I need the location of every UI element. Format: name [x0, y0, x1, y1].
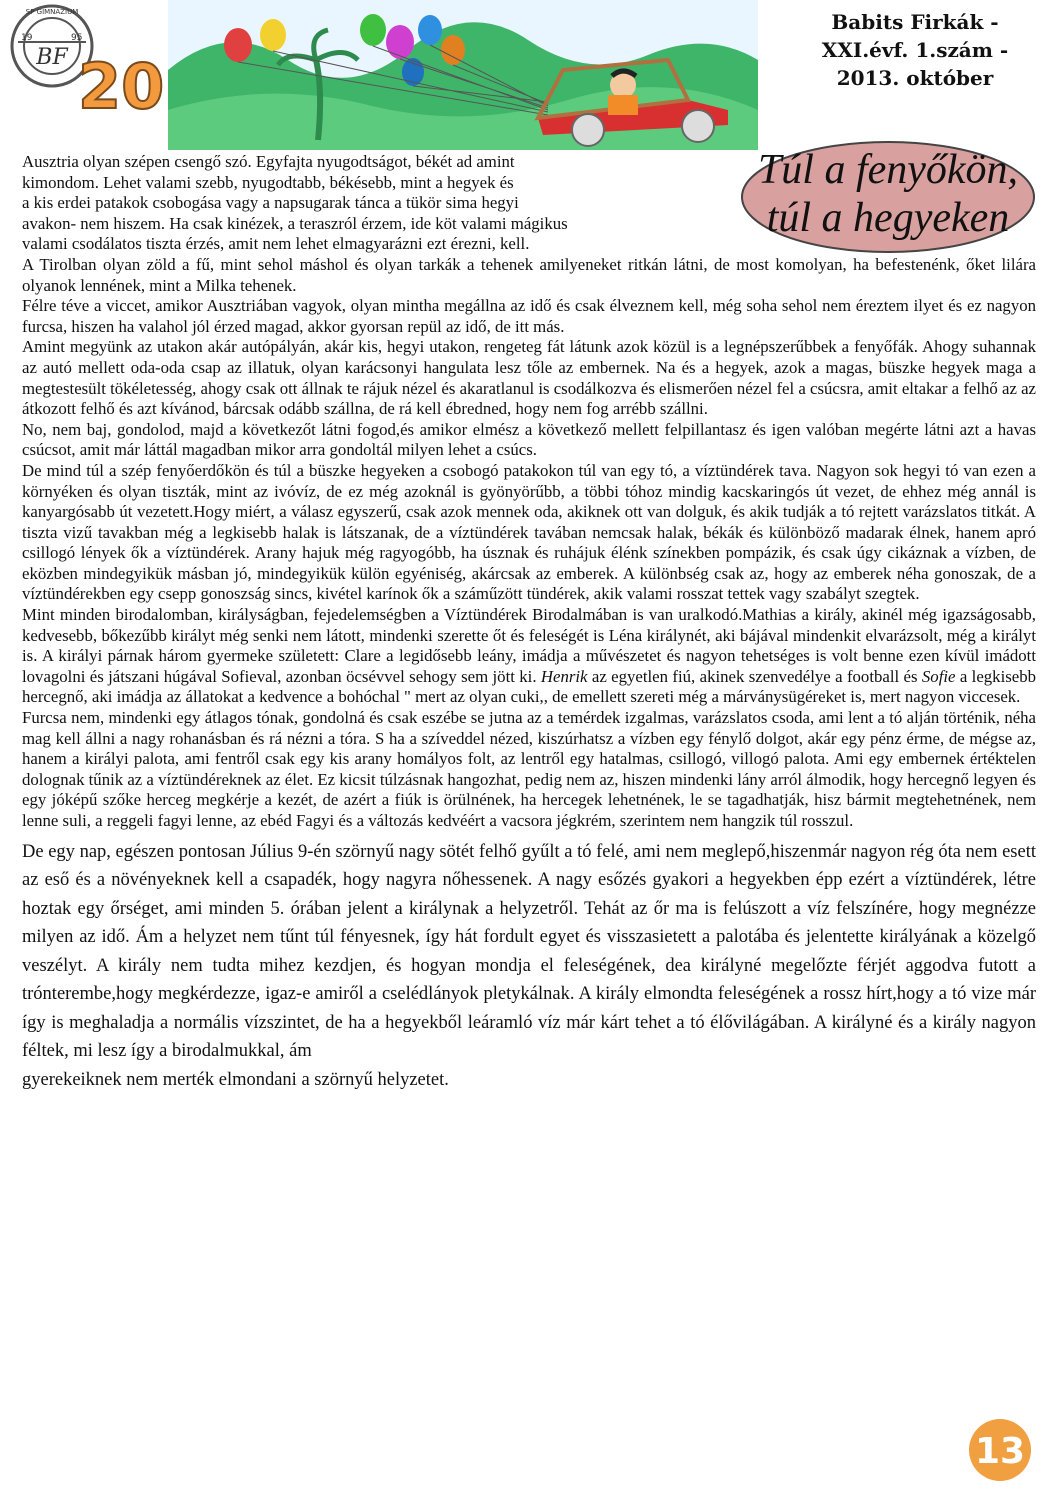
name-henrik: Henrik	[540, 666, 588, 686]
name-sofie: Sofie	[921, 666, 956, 686]
storm-tail-1: A királyné és a király nagyon féltek, mi lesz így a birodalmukkal, ám	[22, 1012, 1036, 1062]
masthead-line-3: 2013. október	[836, 66, 994, 90]
intro-line: Ausztria olyan szépen csengő szó. Egyfajta nyugodtságot, békét ad amint	[22, 152, 515, 171]
royals-text-a: Mint minden birodalomban, királyságban, fejedelemségben a Víztündérek Birodalmában is van uralkodó.Mathias a király, akinél még igazságosabb, kedvesebb, bőkezűbb királyt még senki nem látott, mindenki szerette őt és feleségét is Léna királynét, aki bájával mindenkit elvarázsolt, még a királyt is. A királyi párnak három gyermeke született: Clare a legidősebb leány, imádja a művészetet és nagyon tehetséges is volt benne ezen kívül imádott lovagolni és játszani húgával Sofieval, azonban öcsévvel sehogy sem jött ki.	[22, 605, 1036, 686]
logo-ring-text: SP GIMNÁZIUM	[25, 8, 79, 16]
masthead	[790, 8, 1040, 92]
school-logo	[8, 2, 168, 120]
masthead-line-2: XXI.évf. 1.szám -	[821, 38, 1009, 62]
paragraph-time: Félre téve a viccet, amikor Ausztriában vagyok, olyan mintha megállna az idő és csak élveznem kell, még soha sehol nem éreztem ilyet és ez nagyon furcsa, hiszen ha valahol jól érzed magad, akkor gyorsan repül az idő, de itt más.	[22, 296, 1036, 336]
intro-line: a kis erdei patakok csobogása vagy a napsugarak tánca a tükör sima hegyi	[22, 193, 519, 213]
royals-text-b: az egyetlen fiú, akinek szenvedélye a football és	[587, 666, 922, 686]
title-line-1: Túl a fenyőkön,	[757, 147, 1019, 193]
article-body	[22, 152, 1036, 1094]
storm-tail-2: gyerekeiknek nem merték elmondani a szörnyű helyzetet.	[22, 1069, 449, 1090]
paragraph-storm	[22, 838, 1036, 1095]
paragraph-palace: Furcsa nem, mindenki egy átlagos tónak, gondolná és csak eszébe se jutna az a temérdek izgalmas, varázslatos csoda, ami lent a tó alján történik, néha mag kell állni a nagy rohanásban és rá nézni a tóra. S ha a szíveddel nézed, kiszúrhatsz a vízben egy fénylő dolgot, akár egy pénz érme, de mégse az, hanem a királyi palota, ami fentről csak egy kis arany homályos folt, az lentről egy hatalmas, csillogó, villogó palota. Ami egy embernek értéktelen dolognak tűnik az a víztündéreknek az élet. Ez kicsit túlzásnak hangozhat, pedig nem az, hiszen mindenki lány arról álmodik, hogy hercegnő legyen és egy jóképű szőke herceg megkérje a kezét, de azért a fiúk is örülnének, ha hercegek lehetnének, le se tagadhatják, hisz bármit megtehetnének, nem lenne suli, a reggeli fagyi lenne, az ebéd Fagyi és a változás kedvéért a vacsora jégkrém, szerintem nem hangzik túl rosszul.	[22, 708, 1036, 830]
cartoon-banner	[168, 0, 758, 150]
logo-year-right: 95	[71, 33, 83, 43]
title-line-2: túl a hegyeken	[766, 195, 1010, 241]
intro-paragraph	[22, 152, 1036, 255]
anniversary-number: 20	[78, 50, 165, 120]
logo-year-left: 19	[21, 33, 33, 43]
royals-text-c: a legkisebb hercegnő, aki imádja az állatokat a kedvence a bohóchal " mert az olyan cuki,, de emellett szereti még a márványsügéreket is, mert nagyon viccesek.	[22, 666, 1037, 707]
storm-text: De egy nap, egészen pontosan Július 9-én szörnyű nagy sötét felhő gyűlt a tó felé, ami nem meglepő,hiszenmár nagyon rég óta nem esett az eső és a növényeknek kell a csapadék, hogy nagyra nőhessenek. A nagy esőzés gyakori a hegyekben épp ezért a víztündérek, létre hoztak egy őrséget, ami minden 5. órában jelent a királynak a helyzetről. Tehát az őr ma is felúszott a víz felszínére, hogy megnézze milyen az idő. Ám a helyzet nem tűnt túl fényesnek, így hát fordult egyet és visszasietett a palotába és jelentette királyának a közelgő veszélyt. A király nem tudta mihez kezdjen, és hogyan mondja el feleségének, dea királyné megelőzte férjét aggodva futott a trónterembe,hogy megkérdezze, igaz-e amiről a cselédlányok pletykálnak. A király elmondta feleségének a rossz hírt,hogy a tó vize már így is meghaladja a normális vízszintet, de ha a hegyekből leáramló víz már kárt tehet a tó élővilágában.	[22, 841, 1036, 1033]
masthead-line-1: Babits Firkák -	[831, 10, 999, 34]
paragraph-peak: No, nem baj, gondolod, majd a következőt látni fogod,és amikor elmész a következő mellett felpillantasz és igen valóban megérte látni azt a havas csúcsot, amit már láttál magadban mikor arra gondoltál milyen lehet a csúcs.	[22, 419, 1036, 460]
logo-monogram: BF	[36, 45, 68, 70]
page-number-badge	[968, 1418, 1032, 1482]
paragraph-royals	[22, 605, 1036, 708]
paragraph-roads: Amint megyünk az utakon akár autópályán, akár kis, hegyi utakon, rengeteg fát látunk azok közül is a legnépszerűbbek a fenyőfák. Ahogy suhannak az autó mellett oda-oda csap az illatuk, olyan karácsonyi hangulata lesz tőle az embernek. Na és a hegyek, azok a magas, büszke hegyek maga a megtestesült tökéletesség, ahogy csak ott állnak te rájuk nézel és akaratlanul is csodálkozva és elismerően nézel fel a csúcsra, amit eltakar a felhő az az átkozott felhő és azt kívánod, bárcsak odább szállna, de rá kell ébredned, hogy nem fog arrébb szállni.	[22, 337, 1036, 419]
paragraph-tirol: A Tirolban olyan zöld a fű, mint sehol máshol és olyan tarkák a tehenek amilyeneket ritkán látni, de most komolyan, ha befestenénk, őket lilára olyanok lennének, mint a Milka tehenek.	[22, 254, 1036, 295]
paragraph-lake: De mind túl a szép fenyőerdőkön és túl a büszke hegyeken a csobogó patakokon túl van egy tó, a víztündérek tava. Nagyon sok hegyi tó van ezen a környéken és olyan tiszták, mint az ivóvíz, de ez még azoknál is gyönyörűbb, a többi tóhoz mindig kacskaringós út vezet, de ehhez még annál is kanyargósabb út vezetett.Hogy miért, a válasz egyszerű, csak azok mennek oda, akiknek ott van dolguk, és akik tudják a tó rejtett varázslatos titkát. A tiszta vizű tavakban még a legkisebb halak is látszanak, de a víztündérek tavában nemcsak halak, békák és különböző madarak élnek, hanem apró csillogó lények ők a víztündérek. Arany hajuk még ragyogóbb, ha úsznak és ruhájuk élénk színekben pompázik, és csak úgy cikáznak a vízben, de eközben mindegyikük másban jó, mindegyikük külön egyéniség, akárcsak az emberek. A különbség csak az, hogy az emberek néha gonoszak, de a víztündérekben egy csepp gonoszság sincs, kivétel karínok ők a száműzött tündérek, akik valami rosszat tettek vagy szabályt szegtek.	[22, 460, 1036, 604]
intro-line: avakon- nem hiszem. Ha csak kinézek, a teraszról érzem, ide köt valami mágikus	[22, 213, 568, 233]
intro-line: kimondom. Lehet valami szebb, nyugodtabb, békésebb, mint a hegyek és	[22, 172, 514, 192]
intro-line: valami csodálatos tiszta érzés, amit nem lehet elmagyarázni ezt érezni, kell.	[22, 234, 530, 254]
page-number: 13	[974, 1431, 1026, 1472]
